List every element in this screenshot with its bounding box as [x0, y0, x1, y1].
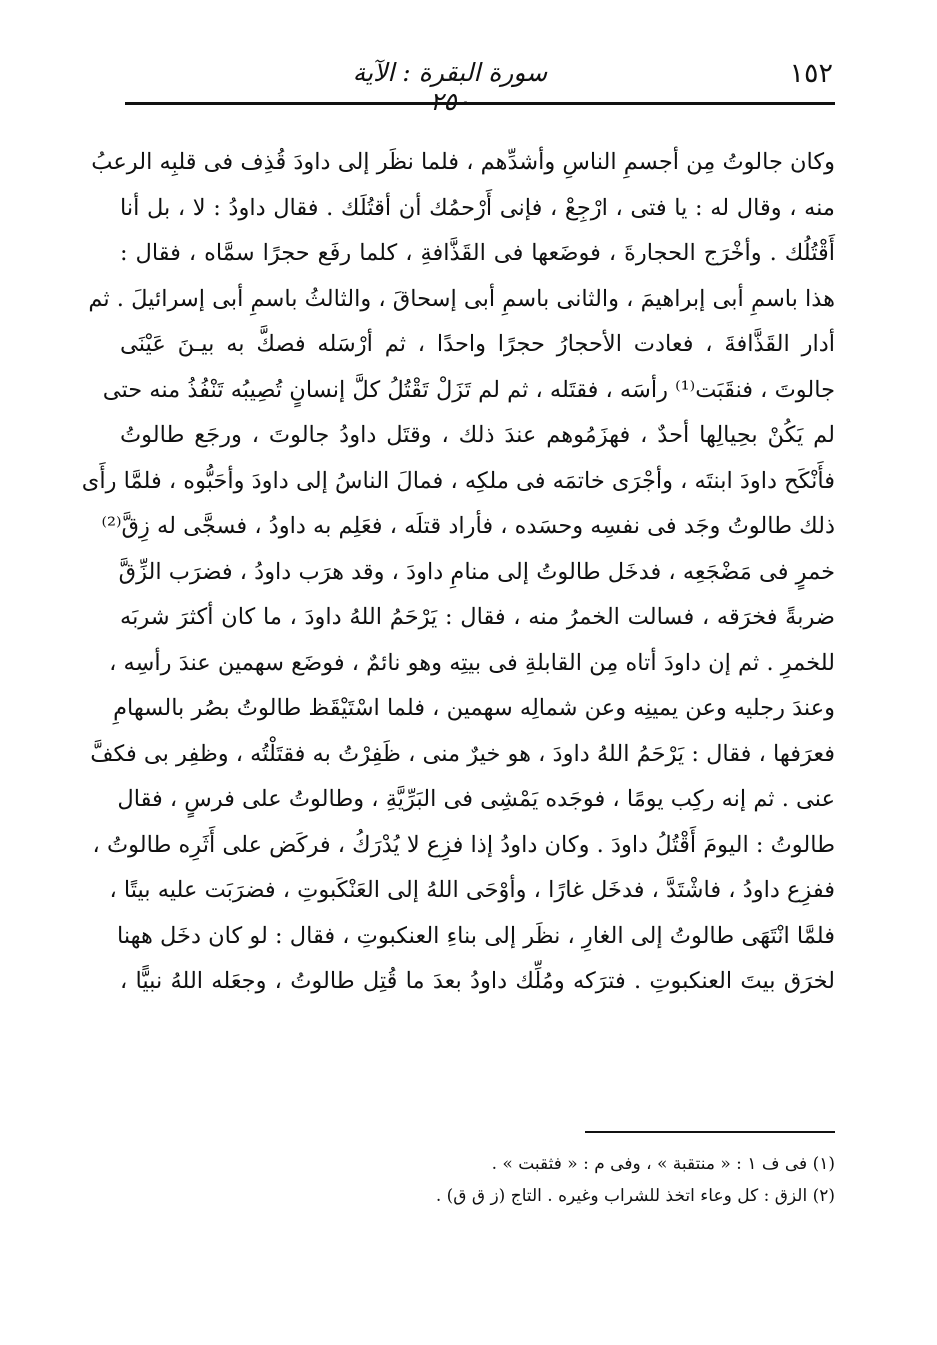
text-line: ضربةً فخرَقه ، فسالت الخمرُ منه ، فقال : يَرْحَمُ اللهُ داودَ ، ما كان أكثرَ شربَه	[120, 604, 835, 630]
text-line: هذا باسمِ أبى إبراهيمَ ، والثانى باسمِ أبى إسحاقَ ، والثالثُ باسمِ أبى إسرائيلَ . ثم	[88, 285, 835, 312]
body-text	[81, 140, 835, 1005]
footnote-1: (١) فى ف ١ : « منتقبة » ، وفى م : « فثقبت » .	[491, 1154, 835, 1174]
text-line: فلمَّا انْتَهَى طالوتُ إلى الغارِ ، نظَر إلى بناءِ العنكبوتِ ، فقال : لو كان دخَل ههنا	[116, 922, 835, 949]
text-line: أَقْتُلُك . وأخْرَج الحجارةَ ، فوضَعها فى القَذَّافةِ ، كلما رفَع حجرًا سمَّاه ، فقال :	[120, 240, 835, 266]
text-line: ففزِع داودُ ، فاشْتَدَّ ، فدخَل غارًا ، وأوْحَى اللهُ إلى العَنْكَبوتِ ، فضرَبَت عليه بيتًا ،	[109, 877, 835, 903]
header-divider	[125, 102, 835, 105]
text-line: فأَنْكَح داودَ ابنتَه ، وأجْرَى خاتمَه فى ملكِه ، فمالَ الناسُ إلى داودَ وأحَبُّوه ، فلمَّا رأَى	[81, 467, 835, 494]
text-line: طالوتُ : اليومَ أَقْتُلُ داودَ . وكان داودُ إذا فزِع لا يُدْرَكُ ، فركَض على أَثَرِه طالوتُ ،	[92, 831, 835, 858]
text-line: لم يَكُنْ بحِيالِها أحدٌ ، فهزَمُوهم عندَ ذلك ، وقتَل داودُ جالوتَ ، ورجَع طالوتُ	[120, 422, 835, 448]
text-line: أدار القَذَّافةَ ، فعادت الأحجارُ حجرًا واحدًا ، ثم أرْسَله فصكَّ به بيـنَ عَيْنَى	[120, 331, 835, 357]
text-line: وكان جالوتُ مِن أجسمِ الناسِ وأشدِّهم ، فلما نظَر إلى داودَ قُذِف فى قلبِه الرعبُ	[91, 149, 835, 175]
page-number: ١٥٢	[789, 58, 833, 89]
running-head: سورة البقرة : الآية ٢٥٠	[352, 58, 548, 116]
footnote-2: (٢) الزق : كل وعاء اتخذ للشراب وغيره . التاج (ز ق ق) .	[435, 1186, 835, 1206]
footnote-divider	[585, 1131, 835, 1133]
text-line: عنى . ثم إنه ركِب يومًا ، فوجَده يَمْشِى فى البَرِّيَّةِ ، وطالوتُ على فرسٍ ، فقال	[117, 786, 835, 812]
text-line: وعندَ رجليه وعن يمينِه وعن شمالِه سهمين ، فلما اسْتَيْقَظ طالوتُ بصُر بالسهامِ	[113, 695, 835, 721]
text-line: فعرَفها ، فقال : يَرْحَمُ اللهُ داودَ ، هو خيرٌ منى ، ظَفِرْتُ به فقتَلْتُه ، وظفِر بى فكفَّ	[90, 740, 835, 767]
text-line: لخرَق بيتَ العنكبوتِ . فترَكه ومُلِّك داودُ بعدَ ما قُتِل طالوتُ ، وجعَله اللهُ نبيًّا ،	[120, 968, 835, 994]
footnotes	[300, 1148, 835, 1212]
text-line: للخمرِ . ثم إن داودَ أتاه مِن القابلةِ فى بيتِه وهو نائمٌ ، فوضَع سهمين عندَ رأسِه ،	[109, 649, 835, 676]
text-line: جالوتَ ، فنقَبَت⁽¹⁾ رأسَه ، فقتَله ، ثم لم تَزَلْ تَقْتُلُ كلَّ إنسانٍ تُصِيبُه تَنْفُذُ منه حتى	[102, 376, 835, 403]
text-line: ذلك طالوتُ وجَد فى نفسِه وحسَده ، فأراد قتلَه ، فعَلِم به داودُ ، فسجَّى له زِقَّ⁽²⁾	[101, 513, 835, 539]
text-line: خمرٍ فى مَضْجَعِه ، فدخَل طالوتُ إلى منامِ داودَ ، وقد هرَب داودُ ، فضرَب الزِّقَّ	[118, 558, 835, 585]
text-line: منه ، وقال له : يا فتى ، ارْجِعْ ، فإنى أَرْحمُك أن أقتُلَك . فقال داودُ : لا ، بل أنا	[120, 194, 835, 221]
